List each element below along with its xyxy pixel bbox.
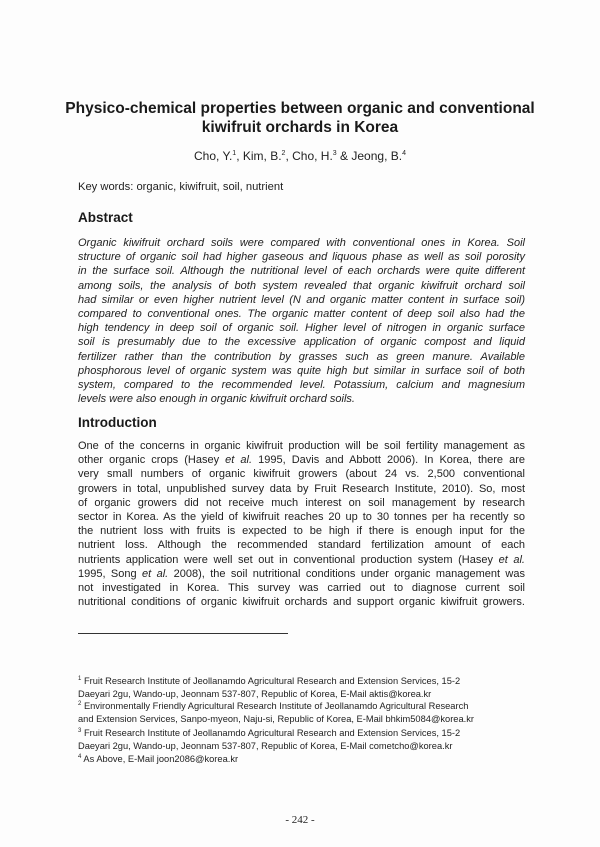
footnote (78, 673, 528, 701)
author-name: Cho, Y. (194, 149, 233, 163)
intro-line: other organic crops (Hasey et al. 1995, Davis and Abbott 2006). In Korea, there are (78, 454, 525, 467)
abstract-line: fertilizer rather than the contribution by grasses such as green manure. Available (78, 350, 525, 363)
intro-line: growers in total, unpublished survey data by Fruit Research Institute, 2010). So, most (78, 482, 525, 495)
footnote-line: Daeyari 2gu, Wando-up, Jeonnam 537-807, Republic of Korea, E-Mail aktis@korea.kr (78, 689, 432, 700)
intro-line: the nutrient loss with fruits is expected to be high if there is enough input for the (78, 525, 525, 538)
paper-title (60, 99, 540, 137)
footnote-separator (78, 633, 288, 634)
title-line: Physico-chemical properties between organic and conventional (65, 100, 535, 117)
abstract-line: levels were also enough in organic kiwifruit orchard soils. (78, 393, 355, 406)
abstract-heading: Abstract (78, 210, 133, 225)
abstract-line: compared to conventional ones. The organic matter content of deep soil also had the (78, 308, 525, 321)
intro-line: nutritional conditions of organic kiwifruit orchards and support organic kiwifruit growers. (78, 596, 525, 609)
abstract-line: high tendency in deep soil of organic soil. Higher level of nitrogen in organic surface (78, 322, 525, 335)
intro-line: not investigated in Korea. This survey was carried out to diagnose current soil (78, 582, 525, 595)
footnote-mark: 1 (78, 676, 82, 682)
keywords: Key words: organic, kiwifruit, soil, nutrient (78, 181, 284, 193)
author-affiliation-mark: 1 (232, 150, 237, 157)
footnote-line: Fruit Research Institute of Jeollanamdo Agricultural Research and Extension Services, 15-2 (83, 676, 461, 687)
abstract-line: Organic kiwifruit orchard soils were compared with conventional ones in Korea. Soil (78, 237, 525, 249)
footnote-line: Fruit Research Institute of Jeollanamdo Agricultural Research and Extension Services, 15-2 (83, 728, 461, 739)
introduction-heading: Introduction (78, 415, 157, 430)
author-affiliation-mark: 3 (332, 150, 337, 157)
intro-line: 1995, Song et al. 2008), the soil nutritional conditions under organic management was (78, 567, 525, 580)
intro-line: very small numbers of organic kiwifruit growers (about 24 vs. 2,500 conventional (78, 468, 525, 481)
author-list (0, 146, 600, 164)
intro-line: nutrient loss. Although the recommended standard fertilization amount of each (78, 539, 525, 552)
abstract-line: soil is presumably due to the excessive application of organic compost and liquid (78, 336, 525, 349)
author-name: , Cho, H. (285, 149, 333, 163)
footnote (78, 751, 528, 766)
author-affiliation-mark: 2 (281, 150, 286, 157)
intro-line: of organic growers did not receive much interest on soil management by research (78, 496, 525, 509)
footnote-mark: 2 (78, 701, 82, 707)
abstract-line: phosphorous level of organic system was quite high but similar in surface soil of both (78, 364, 525, 377)
intro-line: sector in Korea. As the yield of kiwifruit reaches 20 up to 30 tonnes per ha recently so (78, 511, 525, 524)
footnote-line: As Above, E-Mail joon2086@korea.kr (83, 754, 239, 765)
footnote-line: Environmentally Friendly Agricultural Research Institute of Jeollanamdo Agricultural Research (83, 701, 469, 712)
author-name: , Kim, B. (236, 149, 282, 163)
abstract-line: had similar or even higher nutrient level (N and organic matter content in surface soil) (78, 293, 525, 306)
intro-line: One of the concerns in organic kiwifruit production will be soil fertility management as (78, 440, 525, 452)
abstract-line: system, compared to the recommended level. Potassium, calcium and magnesium (78, 379, 525, 392)
abstract-line: among soils, the analysis of both system revealed that organic kiwifruit orchard soil (78, 279, 525, 292)
footnote-line: and Extension Services, Sanpo-myeon, Naju-si, Republic of Korea, E-Mail bhkim5084@korea.kr (78, 714, 474, 725)
footnote-mark: 3 (78, 728, 82, 734)
abstract-line: structure of organic soil had higher gaseous and liquous phase as well as soil porosity (78, 251, 525, 264)
footnote-line: Daeyari 2gu, Wando-up, Jeonnam 537-807, Republic of Korea, E-Mail cometcho@korea.kr (78, 741, 453, 752)
introduction-body (78, 439, 525, 609)
page-number: - 242 - (285, 814, 315, 826)
footnote-mark: 4 (78, 754, 82, 760)
footnote (78, 698, 528, 726)
abstract-body (78, 236, 525, 406)
author-affiliation-mark: 4 (402, 150, 406, 157)
footnote (78, 725, 528, 753)
title-line: kiwifruit orchards in Korea (201, 119, 399, 136)
abstract-line: in the surface soil. Although the nutritional level of each orchards were quite different (78, 265, 525, 278)
author-name: & Jeong, B. (336, 149, 403, 163)
intro-line: nutrients application were well set out in conventional production system (Hasey et al. (78, 553, 525, 566)
